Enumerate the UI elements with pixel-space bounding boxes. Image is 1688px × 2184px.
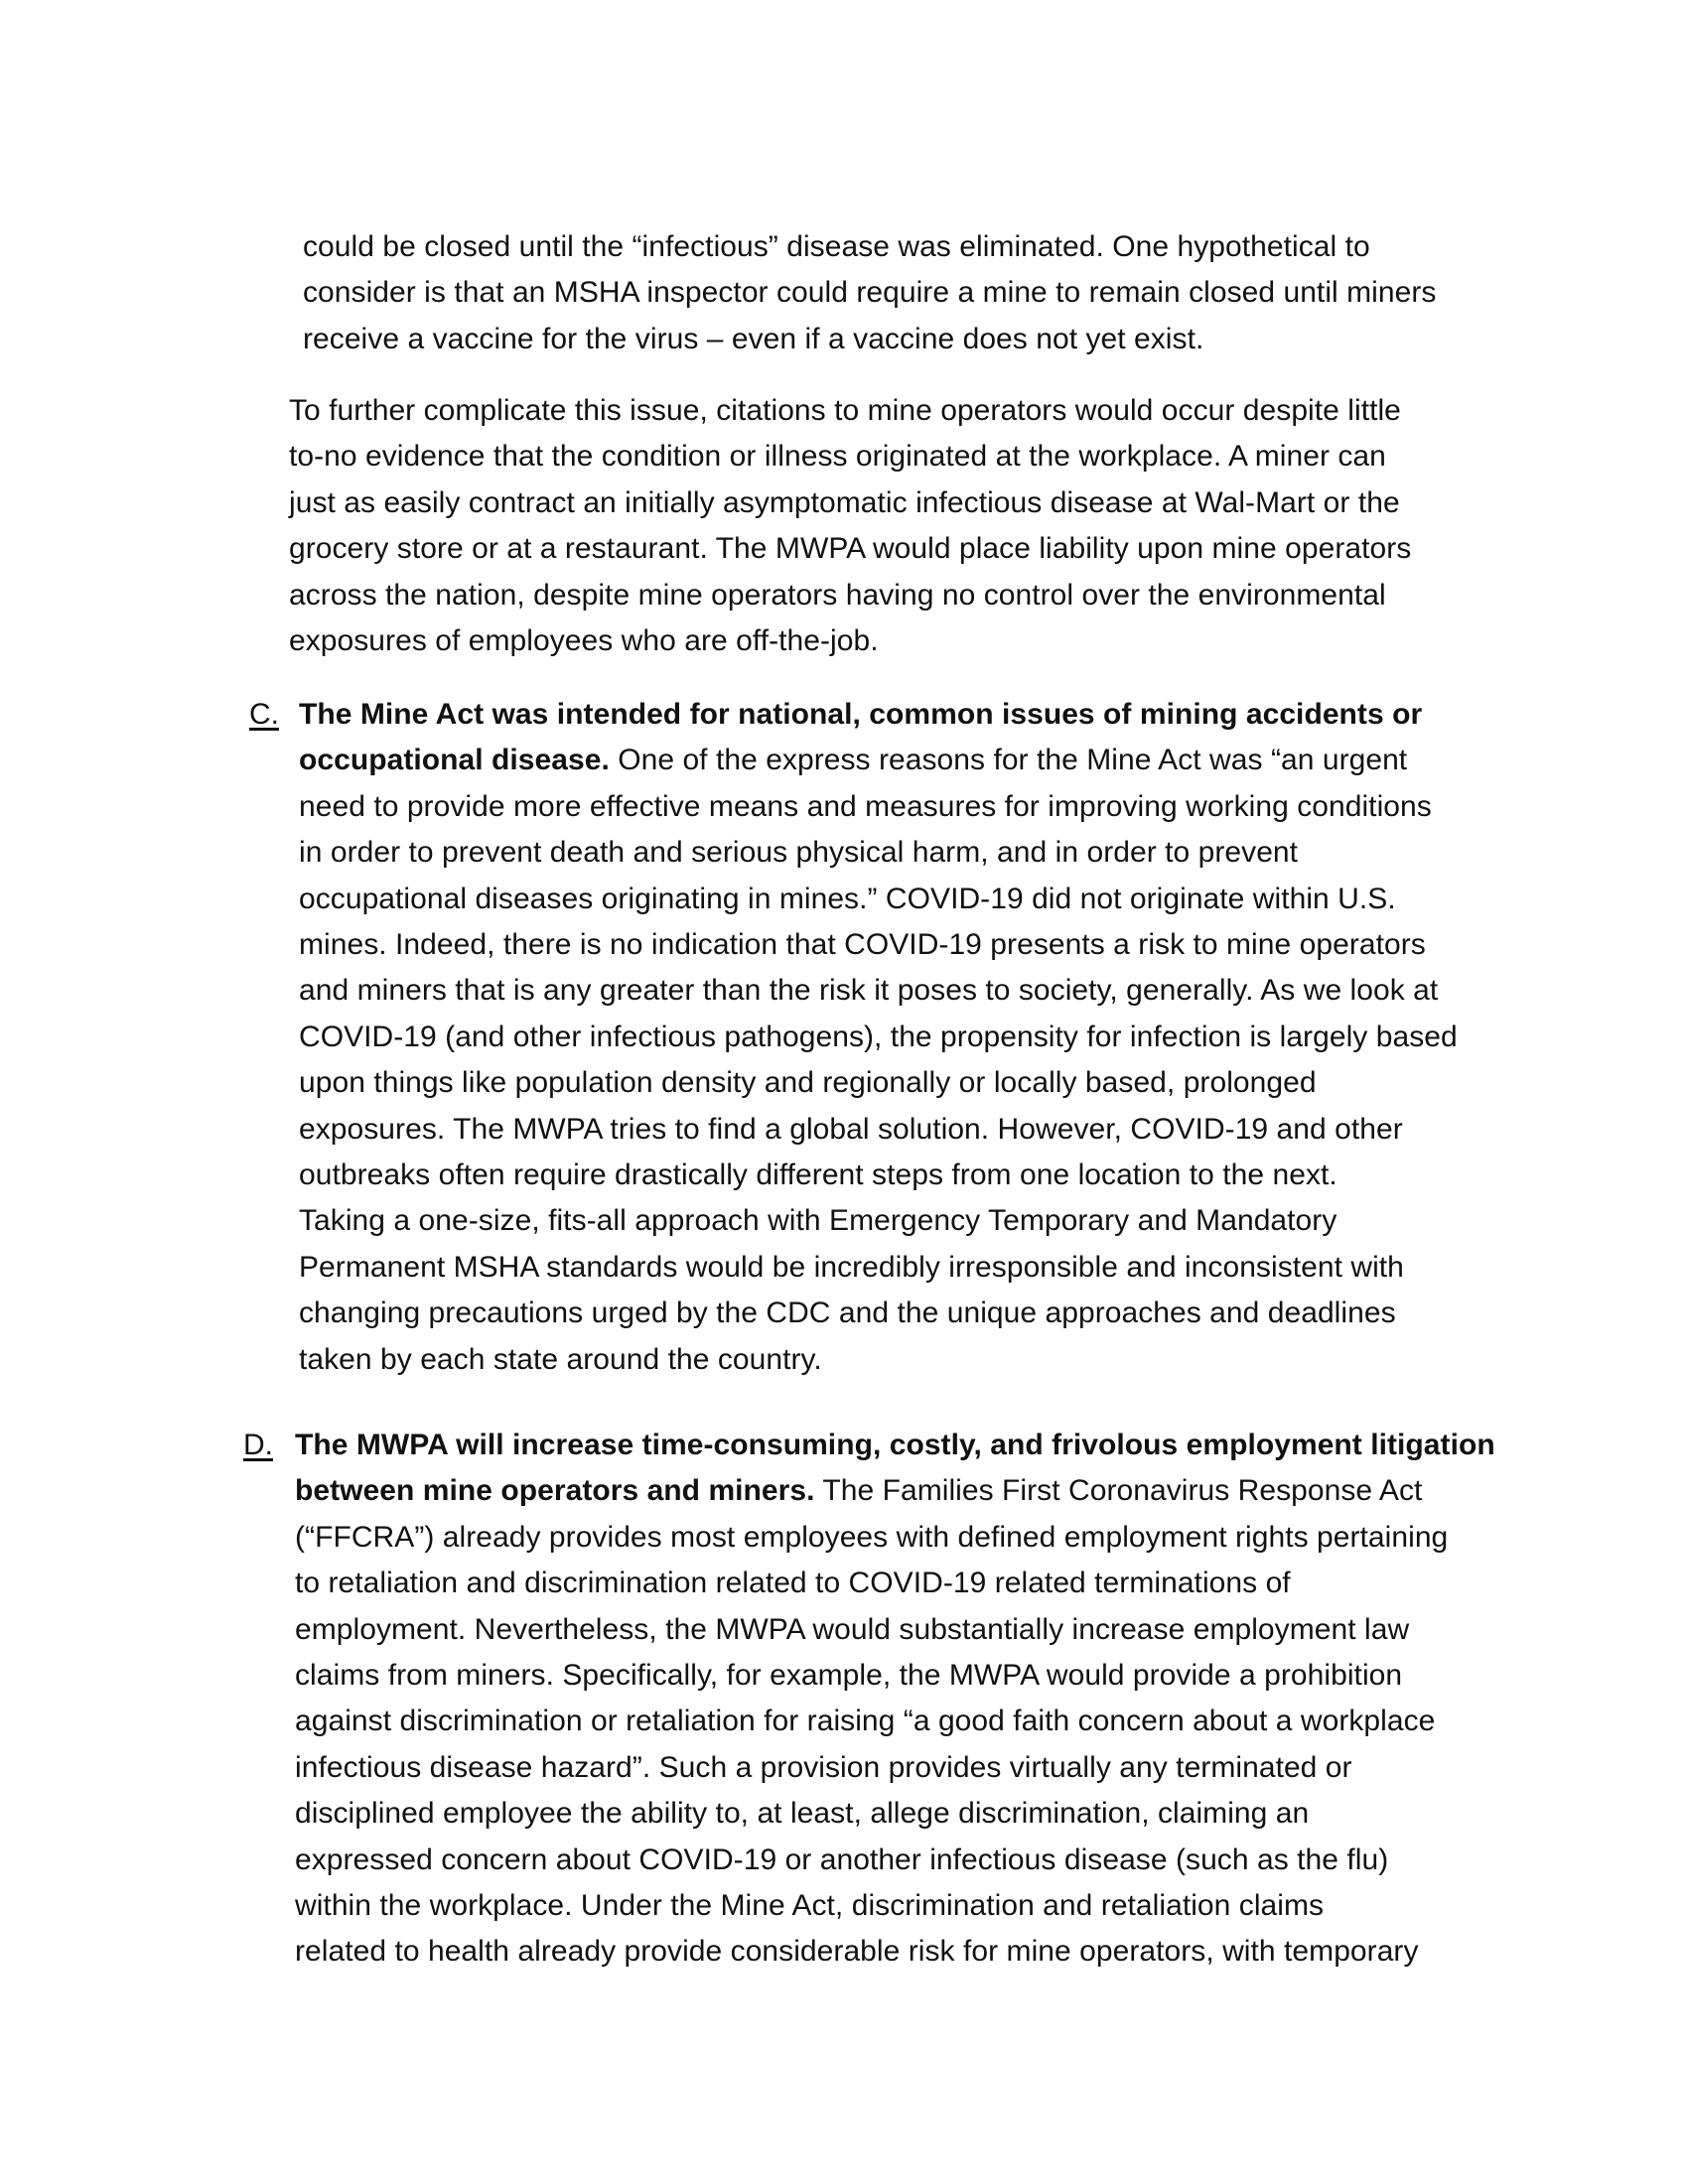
text-line: to retaliation and discrimination related to COVID-19 related terminations of	[295, 1567, 1291, 1600]
text-line: (“FFCRA”) already provides most employees with defined employment rights pertaining	[295, 1520, 1449, 1554]
text-line: just as easily contract an initially asymptomatic infectious disease at Wal-Mart or the	[289, 485, 1400, 519]
text-line: across the nation, despite mine operators having no control over the environmental	[289, 578, 1386, 612]
text-line: in order to prevent death and serious physical harm, and in order to prevent	[299, 836, 1299, 870]
text-line: mines. Indeed, there is no indication that COVID-19 presents a risk to mine operators	[299, 928, 1426, 962]
text-line: claims from miners. Specifically, for example, the MWPA would provide a prohibition	[295, 1659, 1403, 1693]
paragraph-further-complicate	[289, 388, 1411, 664]
section-d-marker: D.	[243, 1429, 273, 1461]
text-line: disciplined employee the ability to, at least, allege discrimination, claiming an	[295, 1797, 1310, 1831]
text-line: Taking a one-size, fits-all approach with Emergency Temporary and Mandatory	[299, 1204, 1337, 1238]
text-line: could be closed until the “infectious” disease was eliminated. One hypothetical to	[303, 230, 1370, 263]
section-c-heading: The Mine Act was intended for national, common issues of mining accidents or	[299, 698, 1423, 731]
paragraph-continuation	[303, 224, 1436, 362]
text-line: related to health already provide considerable risk for mine operators, with temporary	[295, 1935, 1419, 1969]
section-c-heading-end: occupational disease.	[299, 744, 610, 777]
text-line: changing precautions urged by the CDC and the unique approaches and deadlines	[299, 1297, 1396, 1330]
text-line: outbreaks often require drastically different steps from one location to the next.	[299, 1159, 1337, 1192]
text-line: infectious disease hazard”. Such a provision provides virtually any terminated or	[295, 1750, 1352, 1784]
section-d-heading: The MWPA will increase time-consuming, costly, and frivolous employment litigation	[295, 1429, 1495, 1461]
text-line: and miners that is any greater than the risk it poses to society, generally. As we look at	[299, 974, 1439, 1008]
text-line: within the workplace. Under the Mine Act, discrimination and retaliation claims	[295, 1889, 1325, 1923]
section-d-line2-text: The Families First Coronavirus Response Act	[814, 1474, 1423, 1508]
section-d-body	[295, 1423, 1495, 1976]
text-line: grocery store or at a restaurant. The MWPA would place liability upon mine operators	[289, 532, 1412, 566]
text-line	[295, 1468, 1495, 1514]
text-line: to-no evidence that the condition or illness originated at the workplace. A miner can	[289, 440, 1386, 474]
text-line: To further complicate this issue, citations to mine operators would occur despite little	[289, 394, 1401, 427]
text-line: exposures. The MWPA tries to find a global solution. However, COVID-19 and other	[299, 1112, 1403, 1146]
text-line: taken by each state around the country.	[299, 1342, 822, 1376]
text-line: consider is that an MSHA inspector could require a mine to remain closed until miners	[303, 276, 1437, 310]
text-line: receive a vaccine for the virus – even if a vaccine does not yet exist.	[303, 322, 1204, 355]
text-line: expressed concern about COVID-19 or another infectious disease (such as the flu)	[295, 1843, 1389, 1876]
text-line: employment. Nevertheless, the MWPA would substantially increase employment law	[295, 1612, 1410, 1646]
section-c-body	[299, 692, 1458, 1383]
text-line: need to provide more effective means and measures for improving working conditions	[299, 789, 1432, 823]
section-c-marker: C.	[249, 698, 279, 731]
text-line: COVID-19 (and other infectious pathogens), the propensity for infection is largely based	[299, 1020, 1458, 1053]
text-line: Permanent MSHA standards would be incredibly irresponsible and inconsistent with	[299, 1250, 1404, 1284]
text-line: upon things like population density and regionally or locally based, prolonged	[299, 1066, 1317, 1100]
text-line: against discrimination or retaliation for raising “a good faith concern about a workplace	[295, 1705, 1436, 1738]
section-d-heading-end: between mine operators and miners.	[295, 1474, 815, 1508]
text-line: exposures of employees who are off-the-job.	[289, 624, 879, 658]
section-c-line2-text: One of the express reasons for the Mine Act was “an urgent	[609, 744, 1408, 777]
text-line	[299, 738, 1458, 783]
text-line: occupational diseases originating in mines.” COVID-19 did not originate within U.S.	[299, 882, 1396, 915]
